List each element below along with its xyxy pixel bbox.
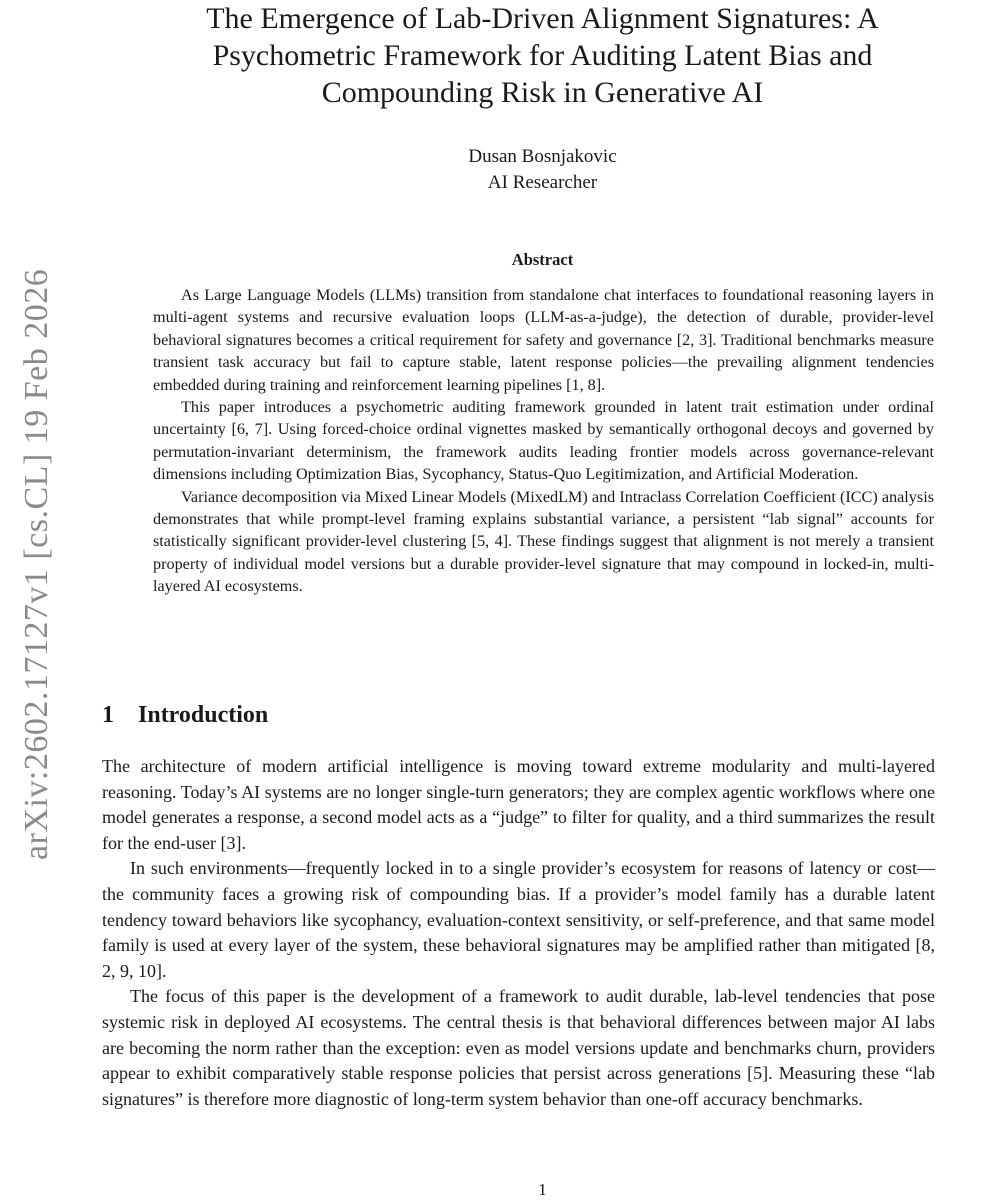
- title-line: Compounding Risk in Generative AI: [321, 76, 764, 109]
- arxiv-identifier: arXiv:2602.17127v1 [cs.CL] 19 Feb 2026: [18, 268, 55, 860]
- abstract-heading: Abstract: [511, 250, 574, 269]
- body-paragraph: The focus of this paper is the development of a framework to audit durable, lab-level tendencies that pose systemic risk in deployed AI ecosystems. The central thesis is that behavioral differences between major AI labs are becoming the norm rather than the exception: even as model versions update and benchmarks churn, providers appear to exhibit comparatively stable response policies that persist across generations [5]. Measuring these “lab signatures” is therefore more diagnostic of long-term system behavior than one-off accuracy benchmarks.: [102, 986, 935, 1109]
- abstract-body: [153, 284, 934, 598]
- section-title: Introduction: [138, 702, 269, 728]
- paper-title: [150, 0, 935, 111]
- author-block: [150, 144, 935, 196]
- introduction-body: [102, 754, 935, 1112]
- abstract-paragraph: Variance decomposition via Mixed Linear Models (MixedLM) and Intraclass Correlation Coefficient (ICC) analysis demonstrates that while prompt-level framing explains substantial variance, a persistent “lab signal” accounts for statistically significant provider-level clustering [5, 4]. These findings suggest that alignment is not merely a transient property of individual model versions but a durable provider-level signature that may compound in locked-in, multi-layered AI ecosystems.: [153, 487, 934, 596]
- section-heading: [102, 702, 268, 729]
- body-paragraph: In such environments—frequently locked in to a single provider’s ecosystem for reasons of latency or cost—the community faces a growing risk of compounding bias. If a provider’s model family has a durable latent tendency toward behaviors like sycophancy, evaluation-context sensitivity, or self-preference, and that same model family is used at every layer of the system, these behavioral signatures may be amplified rather than mitigated [8, 2, 9, 10].: [102, 858, 935, 981]
- section-number: 1: [102, 702, 114, 728]
- author-name: Dusan Bosnjakovic: [468, 146, 617, 167]
- body-paragraph: The architecture of modern artificial intelligence is moving toward extreme modularity and multi-layered reasoning. Today’s AI systems are no longer single-turn generators; they are complex agentic workflows where one model generates a response, a second model acts as a “judge” to filter for quality, and a third summarizes the result for the end-user [3].: [102, 756, 935, 853]
- abstract-paragraph: This paper introduces a psychometric auditing framework grounded in latent trait estimation under ordinal uncertainty [6, 7]. Using forced-choice ordinal vignettes masked by semantically orthogonal decoys and governed by permutation-invariant determinism, the framework audits leading frontier models across governance-relevant dimensions including Optimization Bias, Sycophancy, Status-Quo Legitimization, and Artificial Moderation.: [153, 398, 934, 484]
- title-line: The Emergence of Lab-Driven Alignment Signatures: A: [206, 2, 879, 35]
- abstract-paragraph: As Large Language Models (LLMs) transition from standalone chat interfaces to foundational reasoning layers in multi-agent systems and recursive evaluation loops (LLM-as-a-judge), the detection of durable, provider-level behavioral signatures becomes a critical requirement for safety and governance [2, 3]. Traditional benchmarks measure transient task accuracy but fail to capture stable, latent response policies—the prevailing alignment tendencies embedded during training and reinforcement learning pipelines [1, 8].: [153, 286, 934, 394]
- page-number: 1: [538, 1180, 547, 1199]
- title-line: Psychometric Framework for Auditing Latent Bias and: [212, 39, 873, 72]
- author-affiliation: AI Researcher: [487, 172, 598, 193]
